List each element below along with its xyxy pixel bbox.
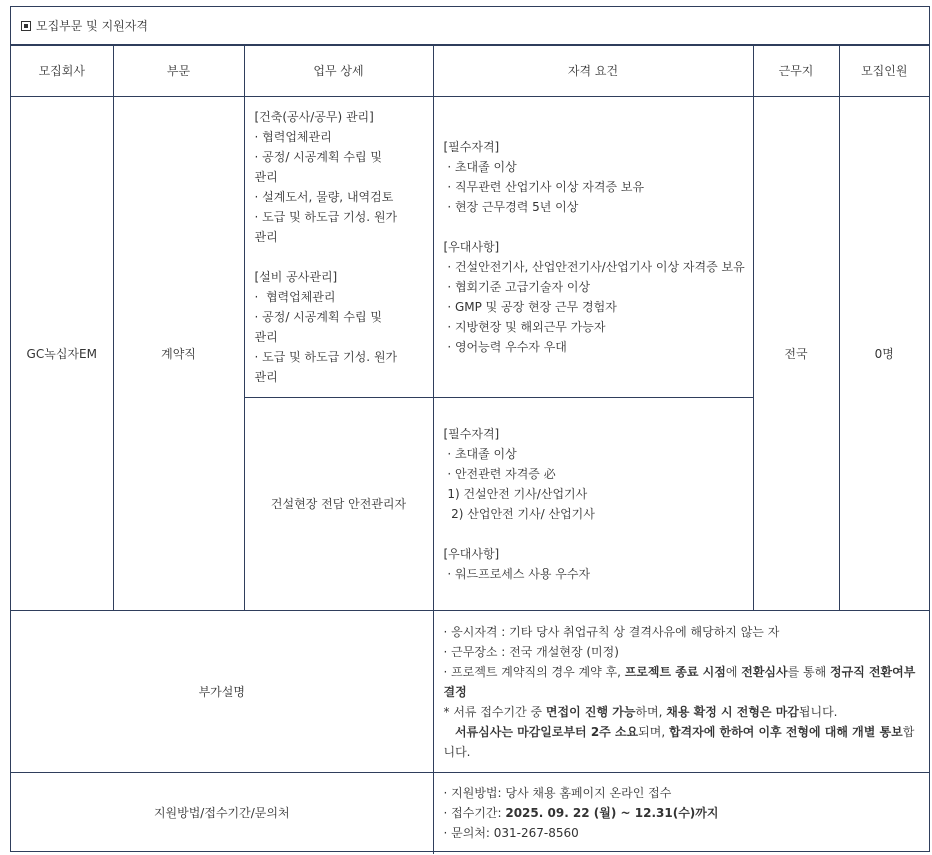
- list-line: [필수자격]: [443, 140, 500, 154]
- list-line: · 설계도서, 물량, 내역검토: [254, 190, 394, 204]
- text-segment: · 접수기간:: [443, 806, 506, 821]
- list-line: · 공정/ 시공계획 수립 및: [254, 310, 382, 324]
- bold-segment: 면접이 진행 가능: [545, 704, 636, 719]
- extra-line-interview: [444, 702, 920, 722]
- list-line: · GMP 및 공장 현장 근무 경험자: [443, 300, 617, 314]
- bold-segment: 합격자에 한하여 이후 전형에 대해 개별 통보: [668, 724, 903, 739]
- table-row-extra: [11, 611, 929, 773]
- section-title-bar: [11, 7, 929, 45]
- header-row: [11, 46, 929, 97]
- list-line: [필수자격]: [443, 427, 500, 441]
- list-line: 1) 건설안전 기사/산업기사: [443, 487, 588, 501]
- text-segment: [444, 725, 455, 739]
- list-line: · 영어능력 우수자 우대: [443, 340, 567, 354]
- bold-segment: 정규직 전환여부 결정: [443, 664, 916, 699]
- list-line: · 워드프로세스 사용 우수자: [443, 567, 591, 581]
- qualification-cell-safety: [433, 398, 753, 611]
- list-line: · 현장 근무경력 5년 이상: [443, 200, 579, 214]
- duty-list: [255, 107, 423, 387]
- list-line: · 초대졸 이상: [443, 447, 517, 461]
- bold-segment: 서류심사는 마감일로부터 2주 소요: [454, 724, 639, 739]
- spacer: [444, 524, 743, 544]
- list-line: · 도급 및 하도급 기성. 원가: [254, 350, 398, 364]
- list-line: · 초대졸 이상: [443, 160, 517, 174]
- division-cell: 계약직: [113, 97, 244, 611]
- text-segment: 합니다.: [443, 724, 915, 759]
- header-qualifications: 자격 요건: [433, 46, 753, 97]
- recruitment-table-frame: [10, 6, 930, 852]
- text-segment: 하며,: [635, 704, 667, 719]
- section-title: 모집부문 및 지원자격: [36, 19, 148, 33]
- company-cell: GC녹십자EM: [11, 97, 113, 611]
- bold-segment: 전환심사: [741, 664, 788, 679]
- location-cell: 전국: [753, 97, 839, 611]
- list-line: · 공정/ 시공계획 수립 및: [254, 150, 382, 164]
- extra-line-workplace: · 근무장소 : 전국 개설현장 (미정): [443, 644, 619, 659]
- header-location: 근무지: [753, 46, 839, 97]
- apply-period-dates: 2025. 09. 22 (월) ~ 12.31(수)까지: [505, 806, 719, 821]
- apply-contact: · 문의처: 031-267-8560: [443, 826, 579, 841]
- list-line: · 건설안전기사, 산업안전기사/산업기사 이상 자격증 보유: [443, 260, 745, 274]
- list-line: 2) 산업안전 기사/ 산업기사: [443, 507, 595, 521]
- extra-label: 부가설명: [11, 611, 433, 773]
- spacer: [255, 247, 423, 267]
- bold-segment: 프로젝트 종료 시점: [624, 664, 726, 679]
- extra-content: [433, 611, 929, 773]
- duty-cell-safety: 건설현장 전담 안전관리자: [244, 398, 433, 611]
- apply-period: [444, 803, 920, 823]
- duty-cell-construction: [244, 97, 433, 398]
- list-line: · 지방현장 및 해외근무 가능자: [443, 320, 606, 334]
- text-segment: 에: [725, 664, 742, 679]
- list-line: [우대사항]: [443, 547, 500, 561]
- qualification-cell-construction: [433, 97, 753, 398]
- list-line: 관리: [254, 170, 278, 184]
- table-row-job1: [11, 97, 929, 398]
- list-line: 관리: [254, 330, 278, 344]
- list-line: · 협력업체관리: [254, 130, 332, 144]
- list-line: · 안전관련 자격증 必: [443, 467, 556, 481]
- list-line: [건축(공사/공무) 관리]: [254, 110, 374, 124]
- text-segment: 되며,: [638, 724, 669, 739]
- recruitment-table: [11, 45, 929, 854]
- list-line: [설비 공사관리]: [254, 270, 338, 284]
- list-line: · 협회기준 고급기술자 이상: [443, 280, 591, 294]
- extra-line-eligibility: · 응시자격 : 기타 당사 취업규칙 상 결격사유에 해당하지 않는 자: [443, 624, 780, 639]
- apply-method: · 지원방법: 당사 채용 홈페이지 온라인 접수: [443, 786, 672, 801]
- text-segment: · 프로젝트 계약직의 경우 계약 후,: [443, 664, 625, 679]
- text-segment: * 서류 접수기간 중: [443, 704, 546, 719]
- header-duties: 업무 상세: [244, 46, 433, 97]
- spacer: [444, 217, 743, 237]
- qualification-list: [444, 137, 743, 357]
- text-segment: 를 통해: [787, 664, 831, 679]
- apply-content: [433, 773, 929, 854]
- headcount-cell: 0명: [839, 97, 929, 611]
- square-bullet-icon: [21, 21, 31, 31]
- list-line: 관리: [254, 230, 278, 244]
- header-division: 부문: [113, 46, 244, 97]
- list-line: · 도급 및 하도급 기성. 원가: [254, 210, 398, 224]
- header-company: 모집회사: [11, 46, 113, 97]
- qualification-list: [444, 424, 743, 584]
- table-row-apply: [11, 773, 929, 854]
- apply-label: 지원방법/접수기간/문의처: [11, 773, 433, 854]
- text-segment: 됩니다.: [798, 704, 838, 719]
- bold-segment: 채용 확정 시 전형은 마감: [666, 704, 799, 719]
- list-line: [우대사항]: [443, 240, 500, 254]
- list-line: 관리: [254, 370, 278, 384]
- header-headcount: 모집인원: [839, 46, 929, 97]
- extra-line-conversion: [444, 662, 920, 702]
- list-line: · 협력업체관리: [254, 290, 336, 304]
- extra-line-screening: [444, 722, 920, 762]
- list-line: · 직무관련 산업기사 이상 자격증 보유: [443, 180, 645, 194]
